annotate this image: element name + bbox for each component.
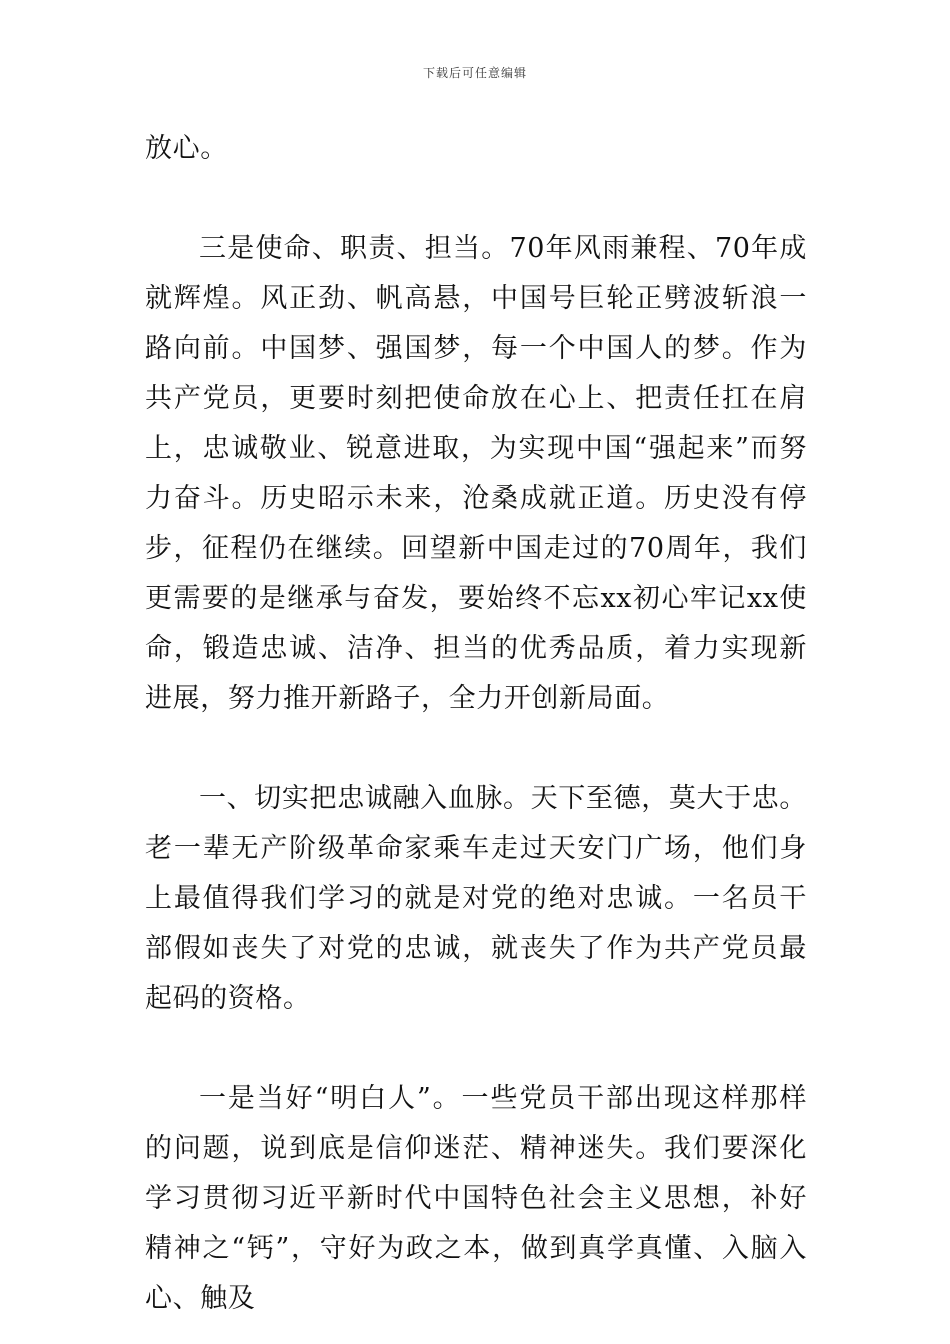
document-body bbox=[145, 124, 807, 1324]
paragraph-understanding: 一是当好“明白人”。一些党员干部出现这样那样的问题，说到底是信仰迷茫、精神迷失。我们要深化学习贯彻习近平新时代中国特色社会主义思想，补好精神之“钙”，守好为政之本，做到真学真懂、入脑入心、触及 bbox=[145, 1083, 807, 1314]
paragraph-spacer bbox=[145, 724, 807, 774]
paragraph-mission: 三是使命、职责、担当。70年风雨兼程、70年成就辉煌。风正劲、帆高悬，中国号巨轮正劈波斩浪一路向前。中国梦、强国梦，每一个中国人的梦。作为共产党员，更要时刻把使命放在心上、把责任扛在肩上，忠诚敬业、锐意进取，为实现中国“强起来”而努力奋斗。历史昭示未来，沧桑成就正道。历史没有停步，征程仍在继续。回望新中国走过的70周年，我们更需要的是继承与奋发，要始终不忘xx初心牢记xx使命，锻造忠诚、洁净、担当的优秀品质，着力实现新进展，努力推开新路子，全力开创新局面。 bbox=[145, 233, 807, 714]
paragraph-spacer bbox=[145, 1024, 807, 1074]
header-note: 下载后可任意编辑 bbox=[422, 66, 527, 80]
paragraph-spacer bbox=[145, 174, 807, 224]
paragraph-loyalty: 一、切实把忠诚融入血脉。天下至德，莫大于忠。老一辈无产阶级革命家乘车走过天安门广场，他们身上最值得我们学习的就是对党的绝对忠诚。一名员干部假如丧失了对党的忠诚，就丧失了作为共产党员最起码的资格。 bbox=[145, 783, 807, 1014]
paragraph-continuation: 放心。 bbox=[145, 133, 228, 164]
